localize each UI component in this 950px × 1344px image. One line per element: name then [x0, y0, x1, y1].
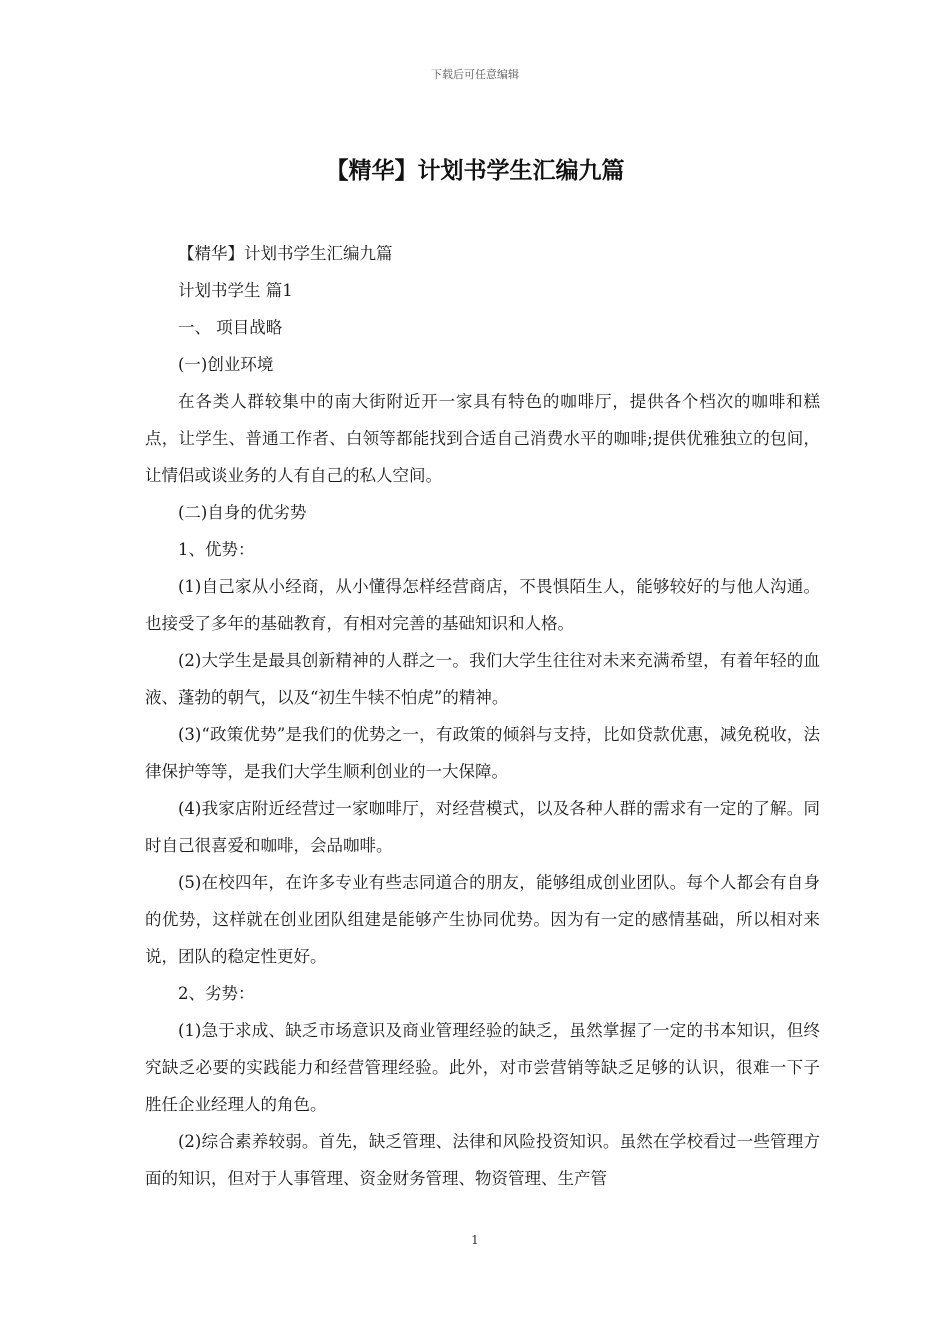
- paragraph: 2、劣势：: [178, 984, 255, 1003]
- paragraph: 在各类人群较集中的南大街附近开一家具有特色的咖啡厅，提供各个档次的咖啡和糕点，让学生、普通工作者、白领等都能找到合适自己消费水平的咖啡;提供优雅独立的包间，让情侣或谈业务的人有自己的私人空间。: [145, 392, 820, 485]
- paragraph: (5)在校四年，在许多专业有些志同道合的朋友，能够组成创业团队。每个人都会有自身的优势，这样就在创业团队组建是能够产生协同优势。因为有一定的感情基础，所以相对来说，团队的稳定性更好。: [145, 873, 820, 966]
- paragraph: (2)综合素养较弱。首先，缺乏管理、法律和风险投资知识。虽然在学校看过一些管理方面的知识，但对于人事管理、资金财务管理、物资管理、生产管: [145, 1132, 820, 1188]
- paragraph: 一、 项目战略: [178, 318, 283, 337]
- document-body: [145, 235, 820, 1197]
- paragraph: (二)自身的优劣势: [178, 503, 307, 522]
- paragraph: (一)创业环境: [178, 355, 274, 374]
- paragraph: 计划书学生 篇1: [178, 281, 293, 300]
- paragraph: (1)急于求成、缺乏市场意识及商业管理经验的缺乏，虽然掌握了一定的书本知识，但终究缺乏必要的实践能力和经营管理经验。此外，对市尝营销等缺乏足够的认识，很难一下子胜任企业经理人的角色。: [145, 1021, 820, 1114]
- paragraph: (1)自己家从小经商，从小懂得怎样经营商店，不畏惧陌生人，能够较好的与他人沟通。也接受了多年的基础教育，有相对完善的基础知识和人格。: [145, 577, 820, 633]
- document-title: 【精华】计划书学生汇编九篇: [325, 158, 625, 184]
- paragraph: (4)我家店附近经营过一家咖啡厅，对经营模式，以及各种人群的需求有一定的了解。同时自己很喜爱和咖啡，会品咖啡。: [145, 799, 820, 855]
- page-number: 1: [471, 1233, 479, 1247]
- paragraph: (2)大学生是最具创新精神的人群之一。我们大学生往往对未来充满希望，有着年轻的血液、蓬勃的朝气，以及“初生牛犊不怕虎”的精神。: [145, 651, 820, 707]
- paragraph: (3)“政策优势”是我们的优势之一，有政策的倾斜与支持，比如贷款优惠，减免税收，法律保护等等，是我们大学生顺利创业的一大保障。: [145, 725, 820, 781]
- header-note: 下载后可任意编辑: [431, 68, 519, 81]
- paragraph: 【精华】计划书学生汇编九篇: [178, 244, 393, 263]
- paragraph: 1、优势：: [178, 540, 255, 559]
